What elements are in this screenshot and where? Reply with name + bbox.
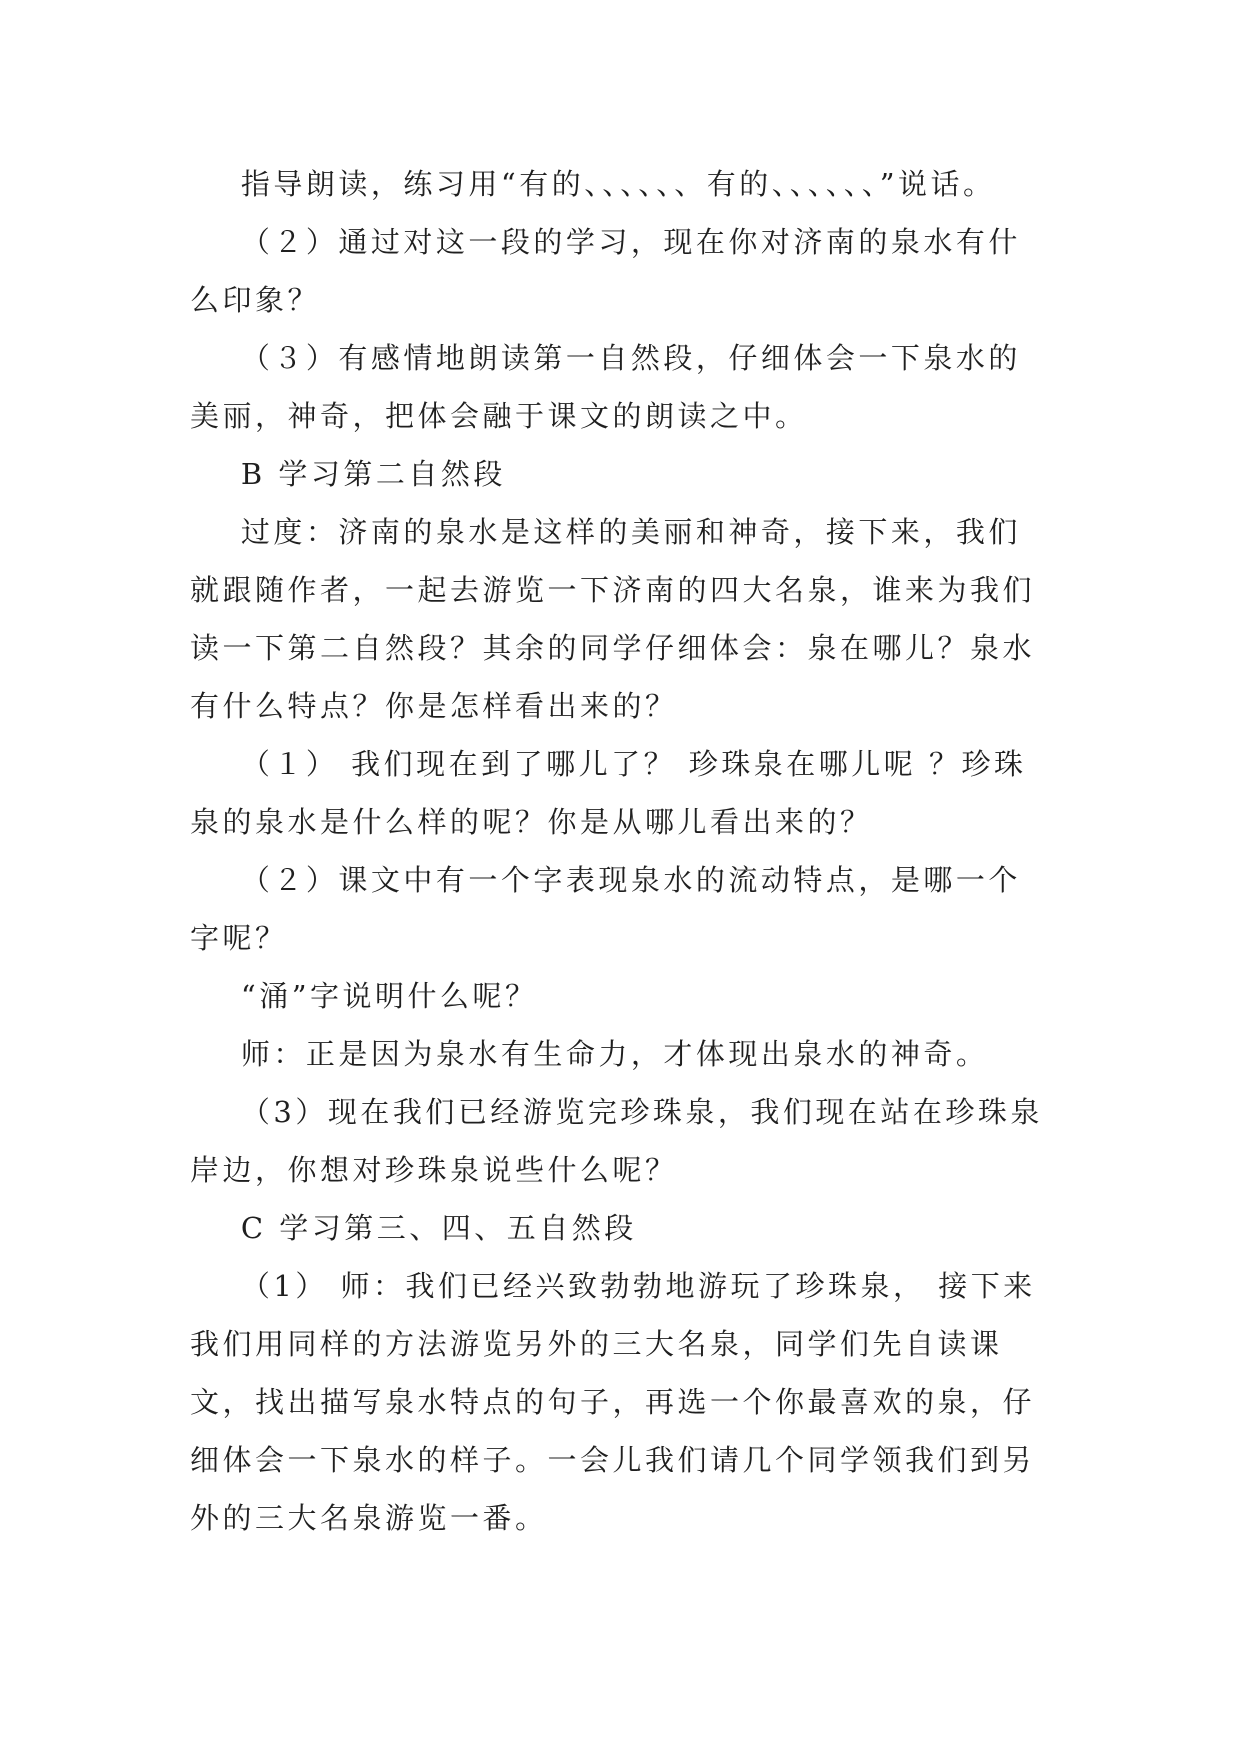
paragraph-teacher-remark: 师：正是因为泉水有生命力，才体现出泉水的神奇。 (190, 1037, 989, 1071)
paragraph-question-1-pearl-spring: （１） 我们现在到了哪儿了？ 珍珠泉在哪儿呢 ？珍珠泉的泉水是什么样的呢？你是从哪儿看出来的？ (190, 747, 1027, 839)
paragraph-yong-word: “涌”字说明什么呢？ (190, 979, 538, 1013)
paragraph-question-2-flow-word: （２）课文中有一个字表现泉水的流动特点，是哪一个字呢？ (190, 863, 1021, 955)
paragraph-question-3-read-aloud: （３）有感情地朗读第一自然段，仔细体会一下泉水的美丽，神奇，把体会融于课文的朗读之中。 (190, 341, 1021, 433)
paragraph-question-2-impression: （２）通过对这一段的学习，现在你对济南的泉水有什么印象？ (190, 225, 1021, 317)
paragraph-transition: 过度：济南的泉水是这样的美丽和神奇，接下来，我们就跟随作者，一起去游览一下济南的四大名泉，谁来为我们读一下第二自然段？其余的同学仔细体会：泉在哪儿？泉水有什么特点？你是怎样看出来的？ (190, 515, 1036, 723)
section-heading-c: C 学习第三、四、五自然段 (190, 1211, 637, 1245)
paragraph-question-3-spring-bank: （3）现在我们已经游览完珍珠泉，我们现在站在珍珠泉岸边，你想对珍珠泉说些什么呢？ (190, 1095, 1043, 1187)
paragraph-question-1-three-springs: （1） 师：我们已经兴致勃勃地游玩了珍珠泉， 接下来我们用同样的方法游览另外的三大名泉，同学们先自读课文，找出描写泉水特点的句子，再选一个你最喜欢的泉，仔细体会一下泉水的样子。一会儿我们请几个同学领我们到另外的三大名泉游览一番。 (190, 1269, 1036, 1535)
document-page (190, 155, 1050, 1547)
paragraph-reading-guide: 指导朗读，练习用“有的、、、、、、有的、、、、、、”说话。 (190, 167, 996, 201)
section-heading-b: B 学习第二自然段 (190, 457, 506, 491)
